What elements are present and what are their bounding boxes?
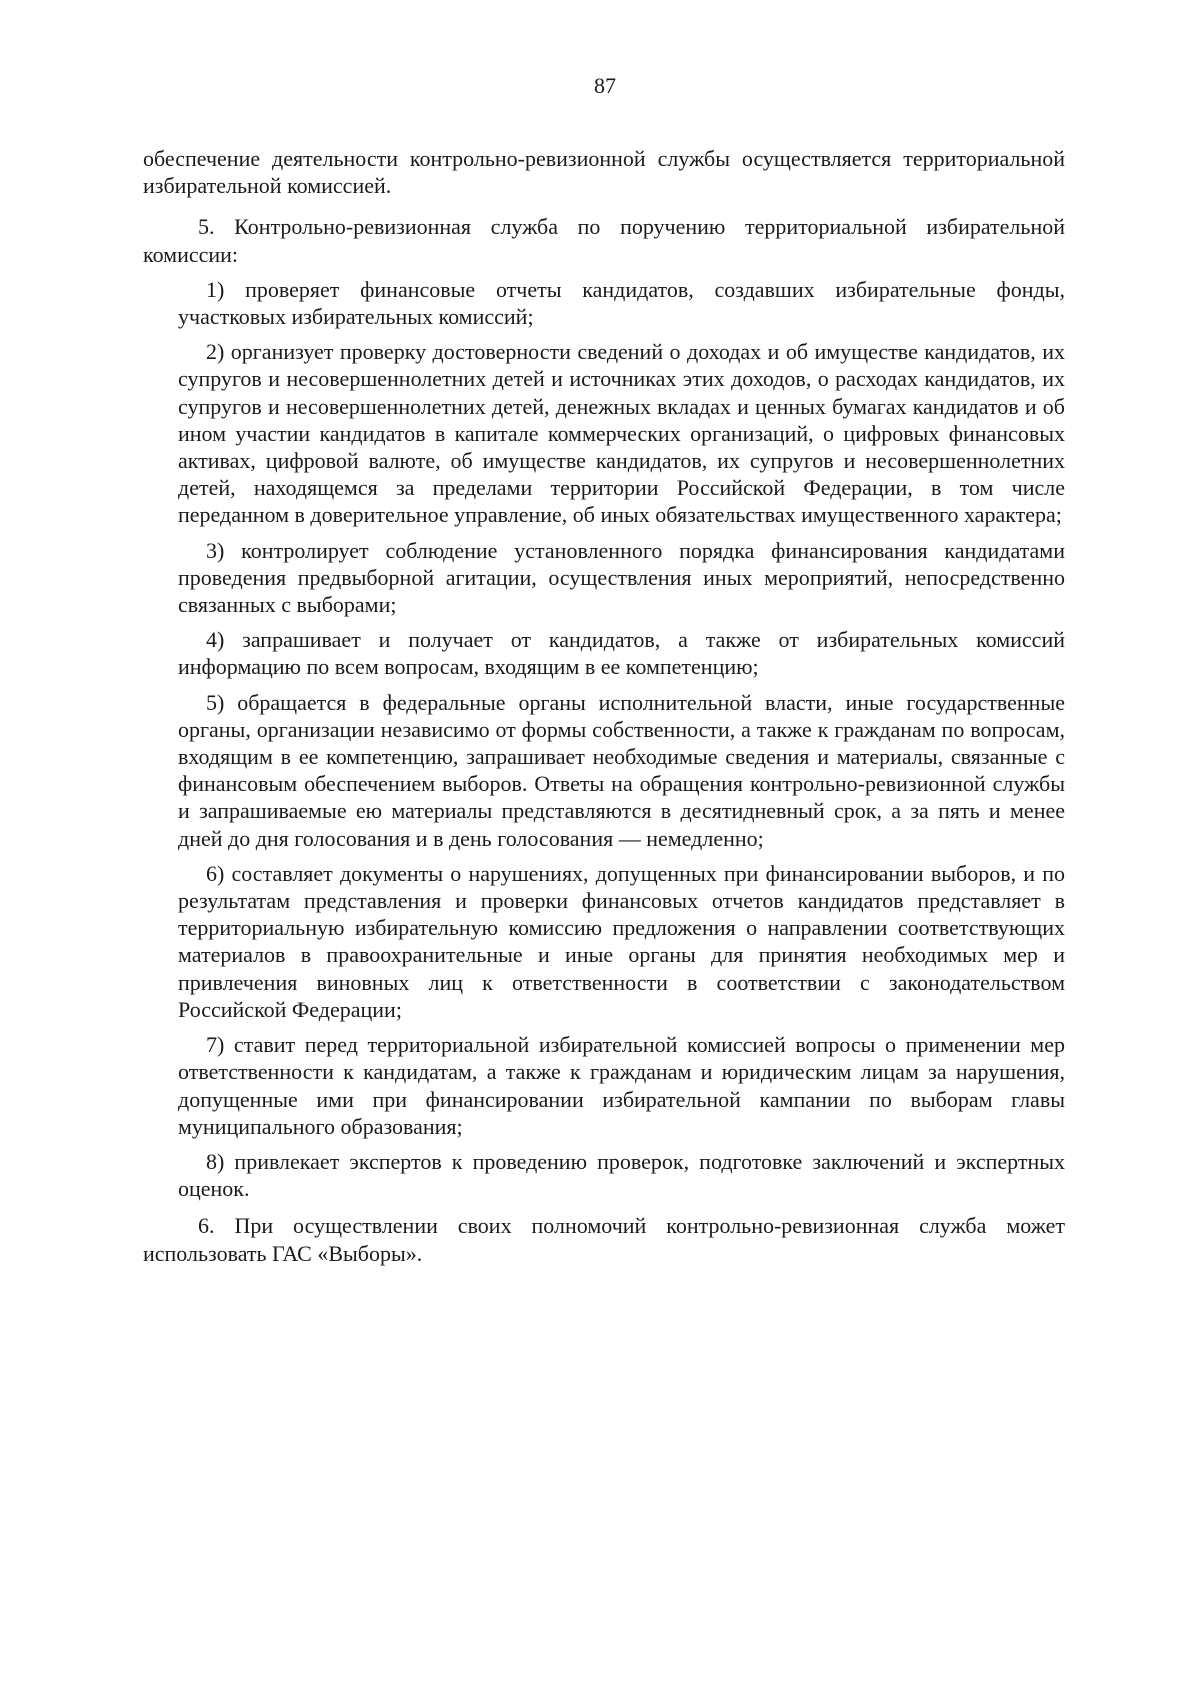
document-body [143,145,1065,1275]
paragraph-5: 5. Контрольно-ревизионная служба по поручению территориальной избирательной комиссии: [143,214,1065,267]
page-number: 87 [594,73,616,98]
list-item-7: 7) ставит перед территориальной избирательной комиссией вопросы о применении мер ответственности к кандидатам, а также к гражданам и юридическим лицам за нарушения, допущенные ими при финансировании избирательной кампании по выборам главы муниципального образования; [178,1032,1065,1139]
paragraph-continuation: обеспечение деятельности контрольно-ревизионной службы осуществляется территориальной избирательной комиссией. [143,146,1065,199]
paragraph-6: 6. При осуществлении своих полномочий контрольно-ревизионная служба может использовать ГАС «Выборы». [143,1213,1065,1266]
list-item-6: 6) составляет документы о нарушениях, допущенных при финансировании выборов, и по результатам представления и проверки финансовых отчетов кандидатов представляет в территориальную избирательную комиссию предложения о направлении соответствующих материалов в правоохранительные и иные органы для принятия необходимых мер и привлечения виновных лиц к ответственности в соответствии с законодательством Российской Федерации; [178,860,1065,1022]
list-item-8: 8) привлекает экспертов к проведению проверок, подготовке заключений и экспертных оценок. [178,1148,1065,1202]
list-item-2: 2) организует проверку достоверности сведений о доходах и об имуществе кандидатов, их супругов и несовершеннолетних детей и источниках этих доходов, о расходах кандидатов, их супругов и несовершеннолетних детей, денежных вкладах и ценных бумагах кандидатов и об ином участии кандидатов в капитале коммерческих организаций, о цифровых финансовых активах, цифровой валюте, об имуществе кандидатов, их супругов и несовершеннолетних детей, находящемся за пределами территории Российской Федерации, в том числе переданном в доверительное управление, об иных обязательствах имущественного характера; [178,339,1065,528]
list-item-1: 1) проверяет финансовые отчеты кандидатов, создавших избирательные фонды, участковых избирательных комиссий; [178,276,1065,330]
list-item-5: 5) обращается в федеральные органы исполнительной власти, иные государственные органы, организации независимо от формы собственности, а также к гражданам по вопросам, входящим в ее компетенцию, запрашивает необходимые сведения и материалы, связанные с финансовым обеспечением выборов. Ответы на обращения контрольно-ревизионной службы и запрашиваемые ею материалы представляются в десятидневный срок, а за пять и менее дней до дня голосования и в день голосования — немедленно; [178,689,1065,851]
list-item-3: 3) контролирует соблюдение установленного порядка финансирования кандидатами проведения предвыборной агитации, осуществления иных мероприятий, непосредственно связанных с выборами; [178,537,1065,618]
list-item-4: 4) запрашивает и получает от кандидатов, а также от избирательных комиссий информацию по всем вопросам, входящим в ее компетенцию; [178,627,1065,680]
